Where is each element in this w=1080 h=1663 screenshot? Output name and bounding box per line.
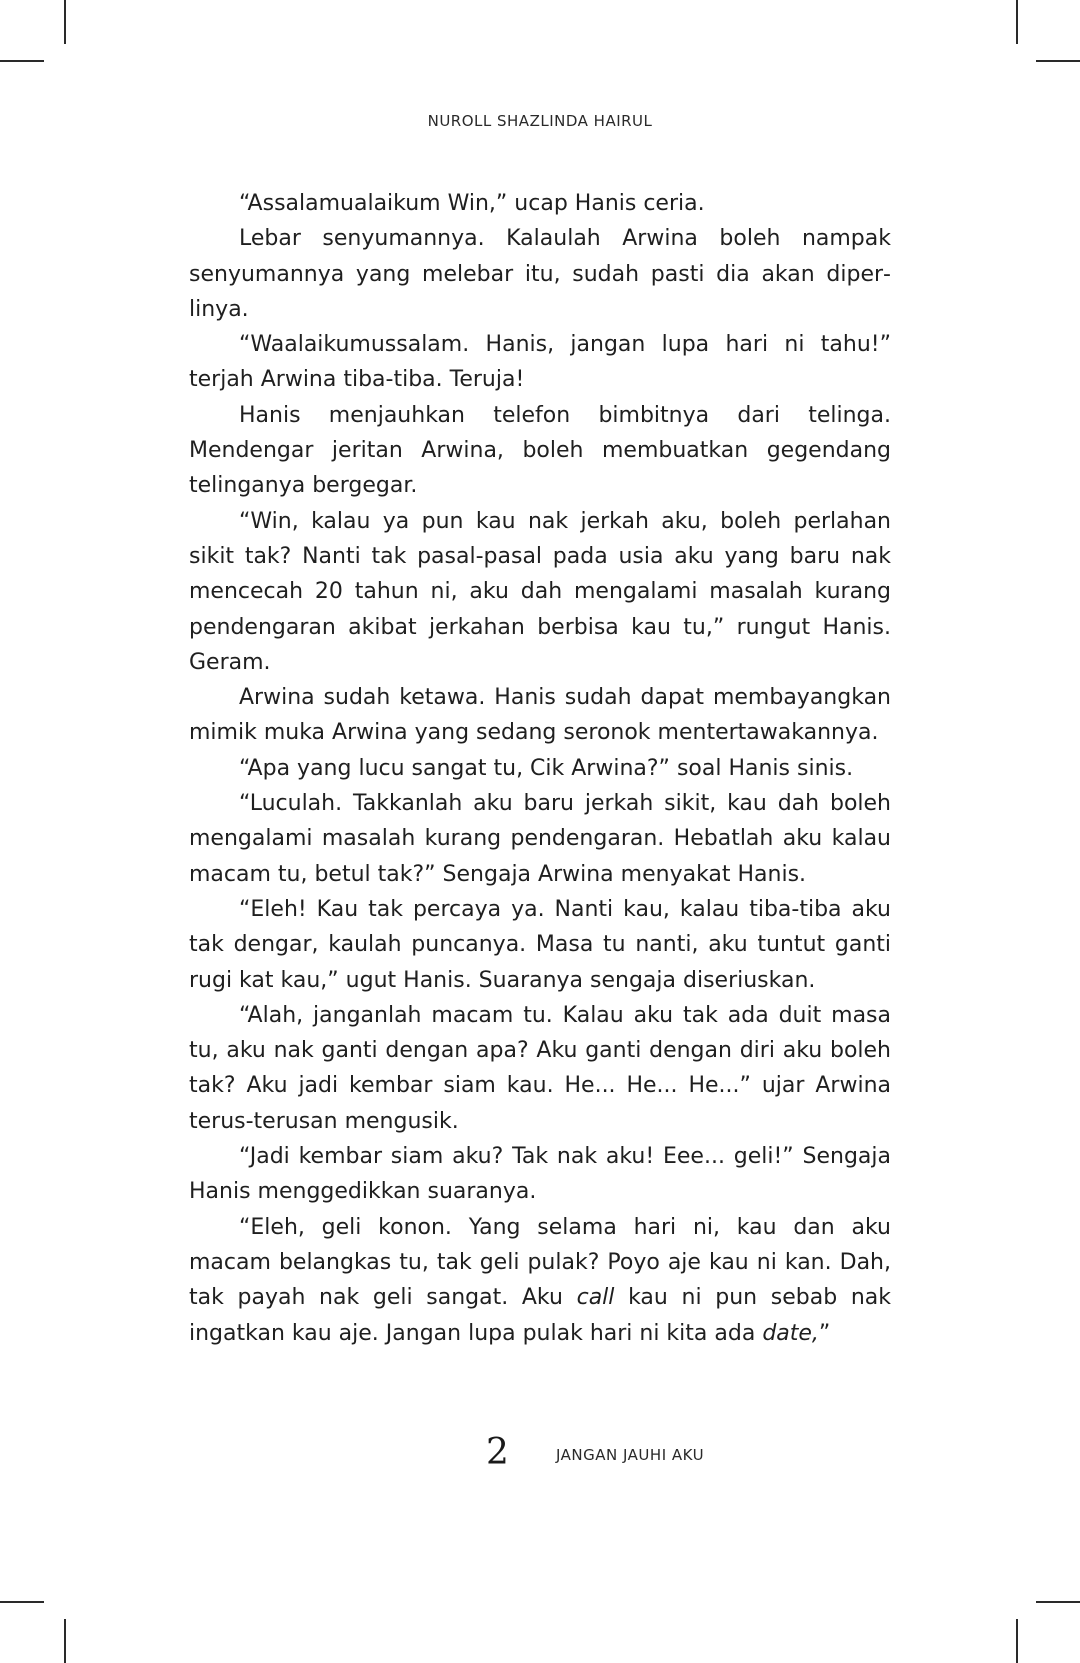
text-run: “Eleh, geli konon. Yang selama hari ni, kau dan aku macam belangkas tu, tak geli pulak? Poyo aje kau ni kan. Dah, tak payah nak geli sangat. Aku bbox=[189, 1214, 891, 1311]
crop-mark-bottom-left-horizontal bbox=[0, 1601, 44, 1603]
paragraph: “Waalaikumussalam. Hanis, jangan lupa hari ni tahu!” terjah Arwina tiba-tiba. Teruja! bbox=[189, 332, 891, 393]
crop-mark-top-right-vertical bbox=[1016, 0, 1018, 44]
paragraph: “Luculah. Takkanlah aku baru jerkah sikit, kau dah boleh mengalami masalah kurang pendengaran. Hebatlah aku kalau macam tu, betul tak?” Sengaja Arwina menyakat Hanis. bbox=[189, 791, 891, 887]
paragraph: Arwina sudah ketawa. Hanis sudah dapat membayangkan mimik muka Arwina yang sedang seronok mentertawakannya. bbox=[189, 685, 891, 746]
italic-text: date, bbox=[762, 1320, 819, 1346]
paragraph: “Apa yang lucu sangat tu, Cik Arwina?” soal Hanis sinis. bbox=[239, 755, 854, 781]
crop-mark-bottom-right-vertical bbox=[1016, 1619, 1018, 1663]
running-header-author: NUROLL SHAZLINDA HAIRUL bbox=[427, 112, 653, 130]
crop-mark-bottom-left-vertical bbox=[64, 1619, 66, 1663]
page-footer bbox=[0, 1432, 1080, 1492]
crop-mark-bottom-right-horizontal bbox=[1036, 1601, 1080, 1603]
paragraph: “Win, kalau ya pun kau nak jerkah aku, boleh perlahan sikit tak? Nanti tak pasal-pasal pada usia aku yang baru nak mencecah 20 tahun ni, aku dah mengalami masalah kurang pendengaran akibat jerkahan berbisa kau tu,” rungut Hanis. Geram. bbox=[189, 508, 891, 675]
crop-mark-top-left-vertical bbox=[64, 0, 66, 44]
paragraph: “Eleh! Kau tak percaya ya. Nanti kau, kalau tiba-tiba aku tak dengar, kaulah puncanya. Masa tu nanti, aku tuntut ganti rugi kat kau,” ugut Hanis. Suaranya sengaja diseriuskan. bbox=[189, 896, 891, 993]
paragraph: “Assalamualaikum Win,” ucap Hanis ceria. bbox=[239, 191, 705, 216]
page-body bbox=[189, 186, 891, 1351]
crop-mark-top-right-horizontal bbox=[1036, 60, 1080, 62]
paragraph: “Alah, janganlah macam tu. Kalau aku tak ada duit masa tu, aku nak ganti dengan apa? Aku ganti dengan diri aku boleh tak? Aku jadi kembar siam kau. He... He... He...” ujar Arwina terus-terusan mengusik. bbox=[189, 1002, 891, 1134]
page-number: 2 bbox=[486, 1432, 509, 1473]
paragraph: “Jadi kembar siam aku? Tak nak aku! Eee... geli!” Sengaja Hanis menggedikkan suaranya. bbox=[189, 1144, 891, 1205]
text-run: ” bbox=[818, 1320, 831, 1346]
italic-text: call bbox=[576, 1285, 615, 1311]
paragraph: Lebar senyumannya. Kalaulah Arwina boleh nampak senyumannya yang melebar itu, sudah pasti dia akan diperlinya. bbox=[189, 226, 891, 322]
crop-mark-top-left-horizontal bbox=[0, 60, 44, 62]
text-run: kau ni pun sebab nak ingatkan kau aje. Jangan lupa pulak hari ni kita ada bbox=[189, 1285, 891, 1346]
paragraph: Hanis menjauhkan telefon bimbitnya dari telinga. Mendengar jeritan Arwina, boleh membuatkan gegendang telinganya bergegar. bbox=[189, 402, 891, 499]
paragraph-last bbox=[189, 1210, 891, 1351]
running-footer-title: JANGAN JAUHI AKU bbox=[556, 1446, 705, 1464]
